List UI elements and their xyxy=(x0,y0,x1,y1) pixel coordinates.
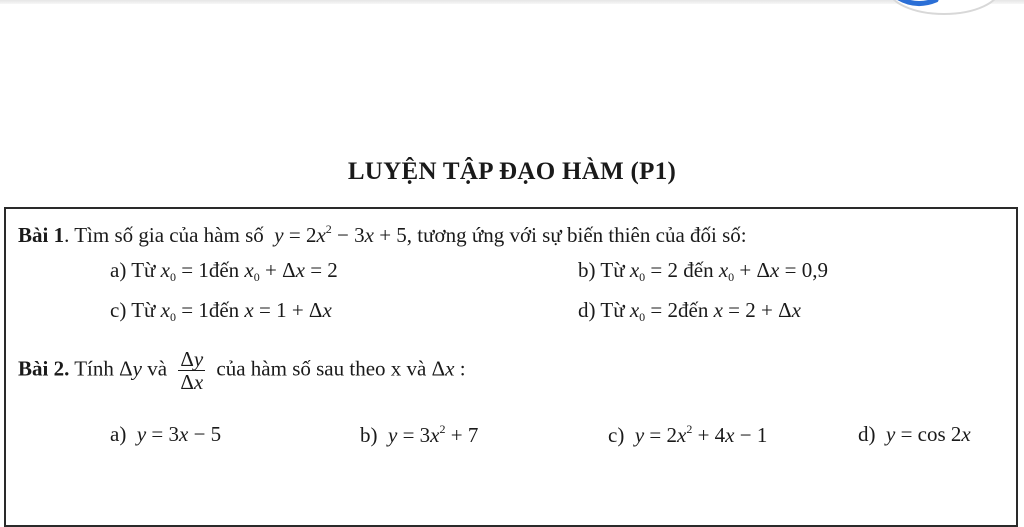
bai1-text-before: . Tìm số gia của hàm số xyxy=(64,223,264,247)
corner-badge-icon xyxy=(884,0,1024,22)
bai1-label: Bài 1 xyxy=(18,223,65,247)
bai2-item-b: b) $y = 3x^2 + 7$ xyxy=(360,422,479,447)
bai1-text-after: , tương ứng với sự biến thiên của đối số: xyxy=(406,223,747,247)
bai2-statement: Bài 2. Tính Δy và $\frac{\Delta y}{\Delta x}$ của hàm số sau theo x và Δx : xyxy=(18,347,466,394)
page-title: LUYỆN TẬP ĐẠO HÀM (P1) xyxy=(347,158,677,185)
delta-fraction: $\frac{\Delta y}{\Delta x}$ xyxy=(180,347,204,394)
bai1-item-a: a) Từ $x_0$ = 1đến $x_0 + \Delta x = 2$ xyxy=(110,258,338,284)
bai1-statement xyxy=(18,222,747,248)
bai2-item-c: c) $y = 2x^2 + 4x - 1$ xyxy=(608,422,768,447)
bai1-item-c: c) Từ $x_0$ = 1đến x = 1 + Δx xyxy=(110,298,332,324)
bai2-label: Bài 2. xyxy=(18,356,70,381)
bai1-item-d: d) Từ $x_0$ = 2đến x = 2 + Δx xyxy=(578,298,801,324)
bai1-function: $y = 2x^2 - 3x + 5$ xyxy=(269,222,407,247)
bai1-item-b: b) Từ $x_0 = 2$ đến $x_0 + \Delta x = 0,9$ xyxy=(578,258,828,284)
bai2-item-d: d) y = cos 2x xyxy=(858,422,971,446)
bai2-item-a: a) y = 3x − 5 xyxy=(110,422,222,446)
top-edge xyxy=(0,0,1024,4)
